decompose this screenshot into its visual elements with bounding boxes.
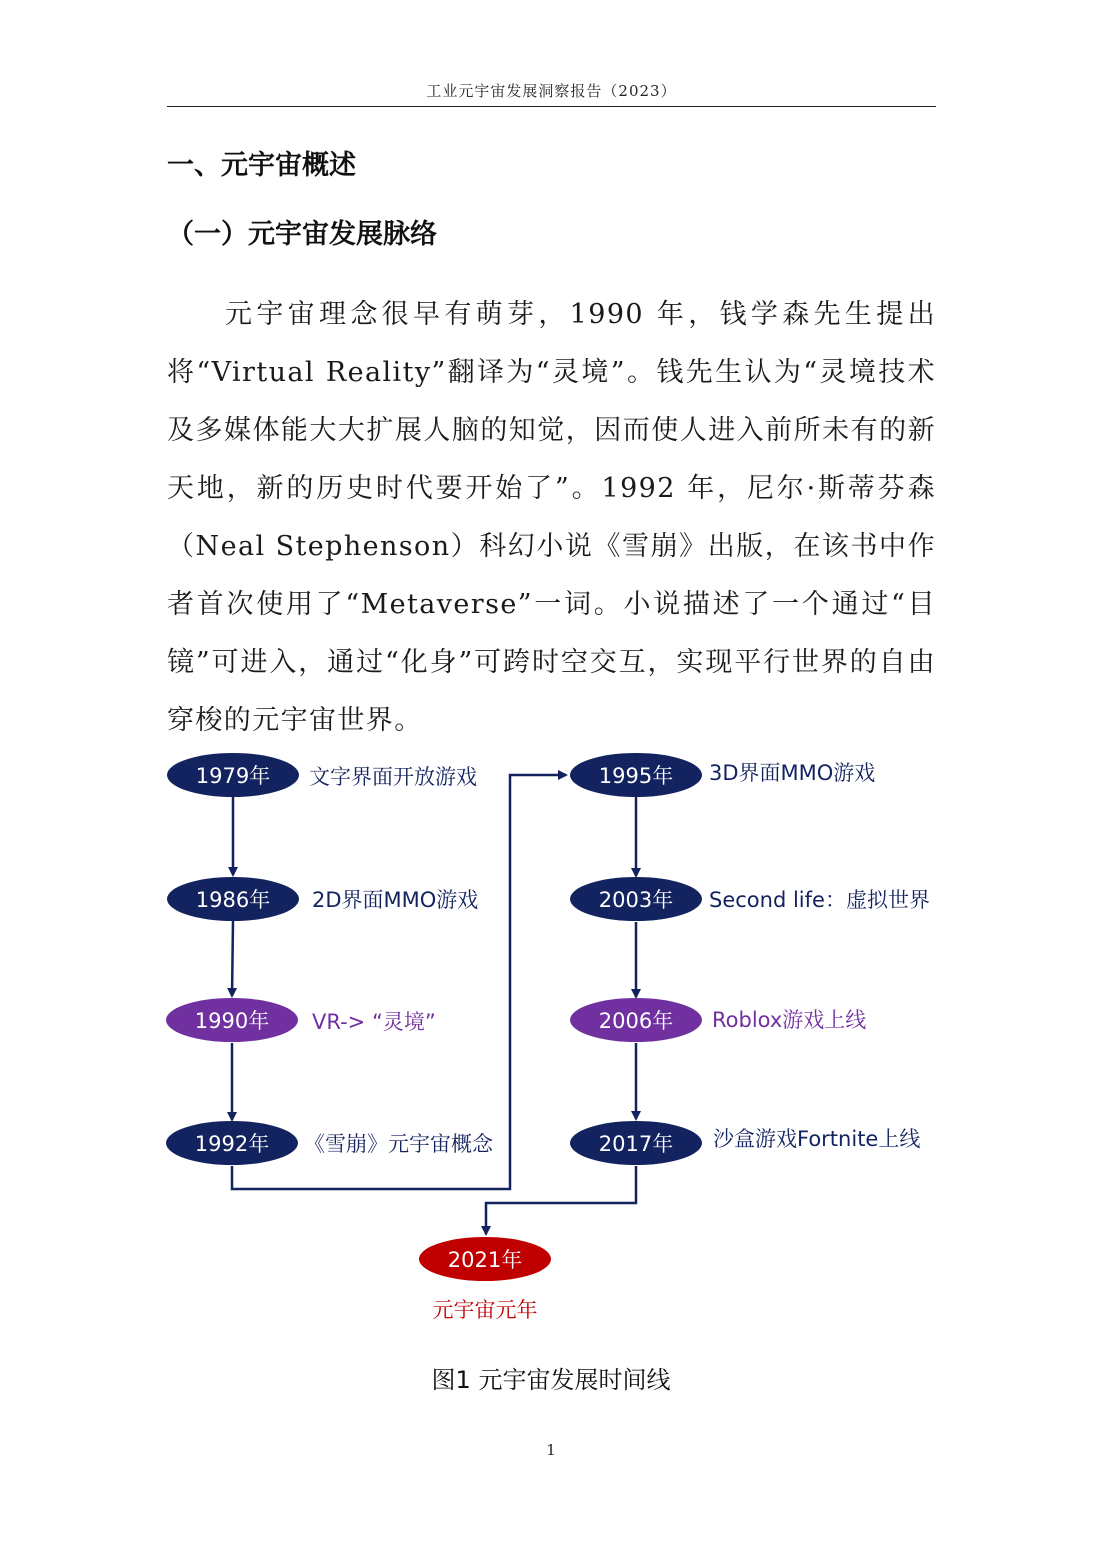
timeline-connectors	[232, 775, 636, 1234]
section-title: 一、元宇宙概述	[167, 150, 356, 181]
figure-caption: 图1 元宇宙发展时间线	[431, 1366, 671, 1394]
page-number: 1	[546, 1441, 556, 1459]
timeline-node-2017	[570, 1121, 920, 1165]
year-label: 1979年	[195, 764, 271, 788]
event-label: Roblox游戏上线	[712, 1008, 867, 1032]
timeline-node-2003	[570, 877, 930, 921]
running-header: 工业元宇宙发展洞察报告（2023）	[426, 82, 677, 100]
event-label: 沙盒游戏Fortnite上线	[713, 1127, 921, 1151]
event-label: 《雪崩》元宇宙概念	[304, 1132, 493, 1156]
event-label: 元宇宙元年	[432, 1298, 538, 1322]
year-label: 1986年	[195, 888, 271, 912]
event-label: Second life：虚拟世界	[709, 888, 930, 912]
timeline-node-2006	[570, 998, 866, 1042]
timeline-node-1979	[167, 753, 477, 797]
timeline-node-1995	[570, 753, 875, 797]
body-paragraph: 元宇宙理念很早有萌芽，1990 年，钱学森先生提出将“Virtual Reality”翻译为“灵境”。钱先生认为“灵境技术及多媒体能大大扩展人脑的知觉，因而使人进入前所未有的新天地，新的历史时代要开始了”。1992 年，尼尔·斯蒂芬森（Neal Stephenson）科幻小说《雪崩》出版，在该书中作者首次使用了“Metaverse”一词。小说描述了一个通过“目镜”可进入，通过“化身”可跨时空交互，实现平行世界的自由穿梭的元宇宙世界。	[167, 299, 936, 736]
timeline-node-2021	[419, 1237, 551, 1322]
year-label: 1995年	[598, 764, 674, 788]
timeline-node-1992	[166, 1121, 494, 1165]
subsection-title: （一）元宇宙发展脉络	[167, 219, 437, 250]
year-label: 2006年	[598, 1009, 674, 1033]
year-label: 2021年	[447, 1248, 523, 1272]
connector-1986-1990	[232, 921, 233, 996]
year-label: 2017年	[598, 1132, 674, 1156]
event-label: VR-> “灵境”	[312, 1010, 436, 1034]
timeline-node-1990	[166, 998, 436, 1042]
year-label: 2003年	[598, 888, 674, 912]
event-label: 3D界面MMO游戏	[709, 761, 876, 785]
event-label: 文字界面开放游戏	[309, 765, 477, 789]
year-label: 1990年	[194, 1009, 270, 1033]
connector-1992-1995	[232, 775, 566, 1189]
year-label: 1992年	[194, 1132, 270, 1156]
event-label: 2D界面MMO游戏	[312, 888, 479, 912]
timeline-node-1986	[167, 877, 478, 921]
connector-2017-2021	[486, 1166, 636, 1234]
